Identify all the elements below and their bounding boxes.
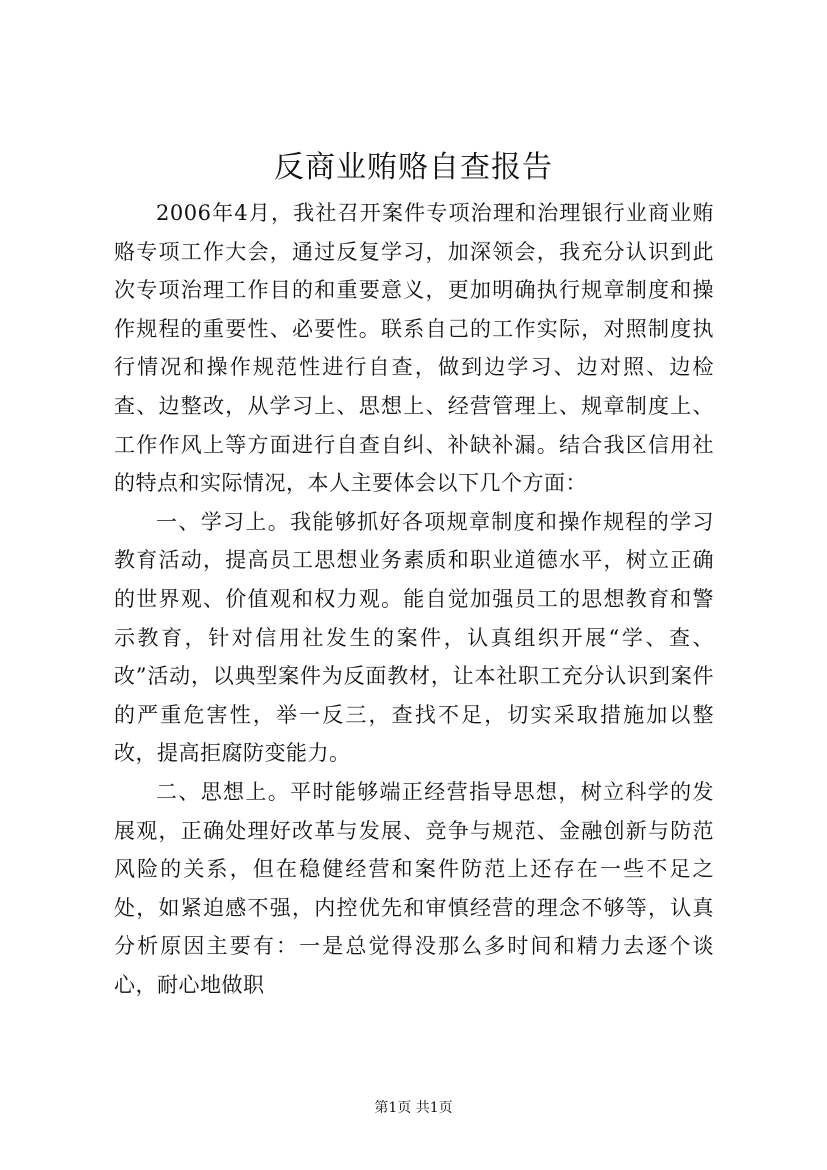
document-title: 反商业贿赂自查报告	[274, 150, 553, 185]
page-footer: 第1页 共1页	[374, 1100, 453, 1116]
document-body	[114, 194, 714, 1004]
paragraph-thinking: 二、思想上。平时能够端正经营指导思想，树立科学的发展观，正确处理好改革与发展、竞争与规范、金融创新与防范风险的关系，但在稳健经营和案件防范上还存在一些不足之处，如紧迫感不强，内控优先和审慎经营的理念不够等，认真分析原因主要有：一是总觉得没那么多时间和精力去逐个谈心，耐心地做职	[114, 779, 714, 997]
paragraph-intro: 2006年4月，我社召开案件专项治理和治理银行业商业贿赂专项工作大会，通过反复学习，加深领会，我充分认识到此次专项治理工作目的和重要意义，更加明确执行规章制度和操作规程的重要性、必要性。联系自己的工作实际，对照制度执行情况和操作规范性进行自查，做到边学习、边对照、边检查、边整改，从学习上、思想上、经营管理上、规章制度上、工作作风上等方面进行自查自纠、补缺补漏。结合我区信用社的特点和实际情况，本人主要体会以下几个方面：	[114, 201, 714, 496]
paragraph-study: 一、学习上。我能够抓好各项规章制度和操作规程的学习教育活动，提高员工思想业务素质和职业道德水平，树立正确的世界观、价值观和权力观。能自觉加强员工的思想教育和警示教育，针对信用社发生的案件，认真组织开展“学、查、改”活动，以典型案件为反面教材，让本社职工充分认识到案件的严重危害性，举一反三，查找不足，切实采取措施加以整改，提高拒腐防变能力。	[114, 509, 714, 766]
